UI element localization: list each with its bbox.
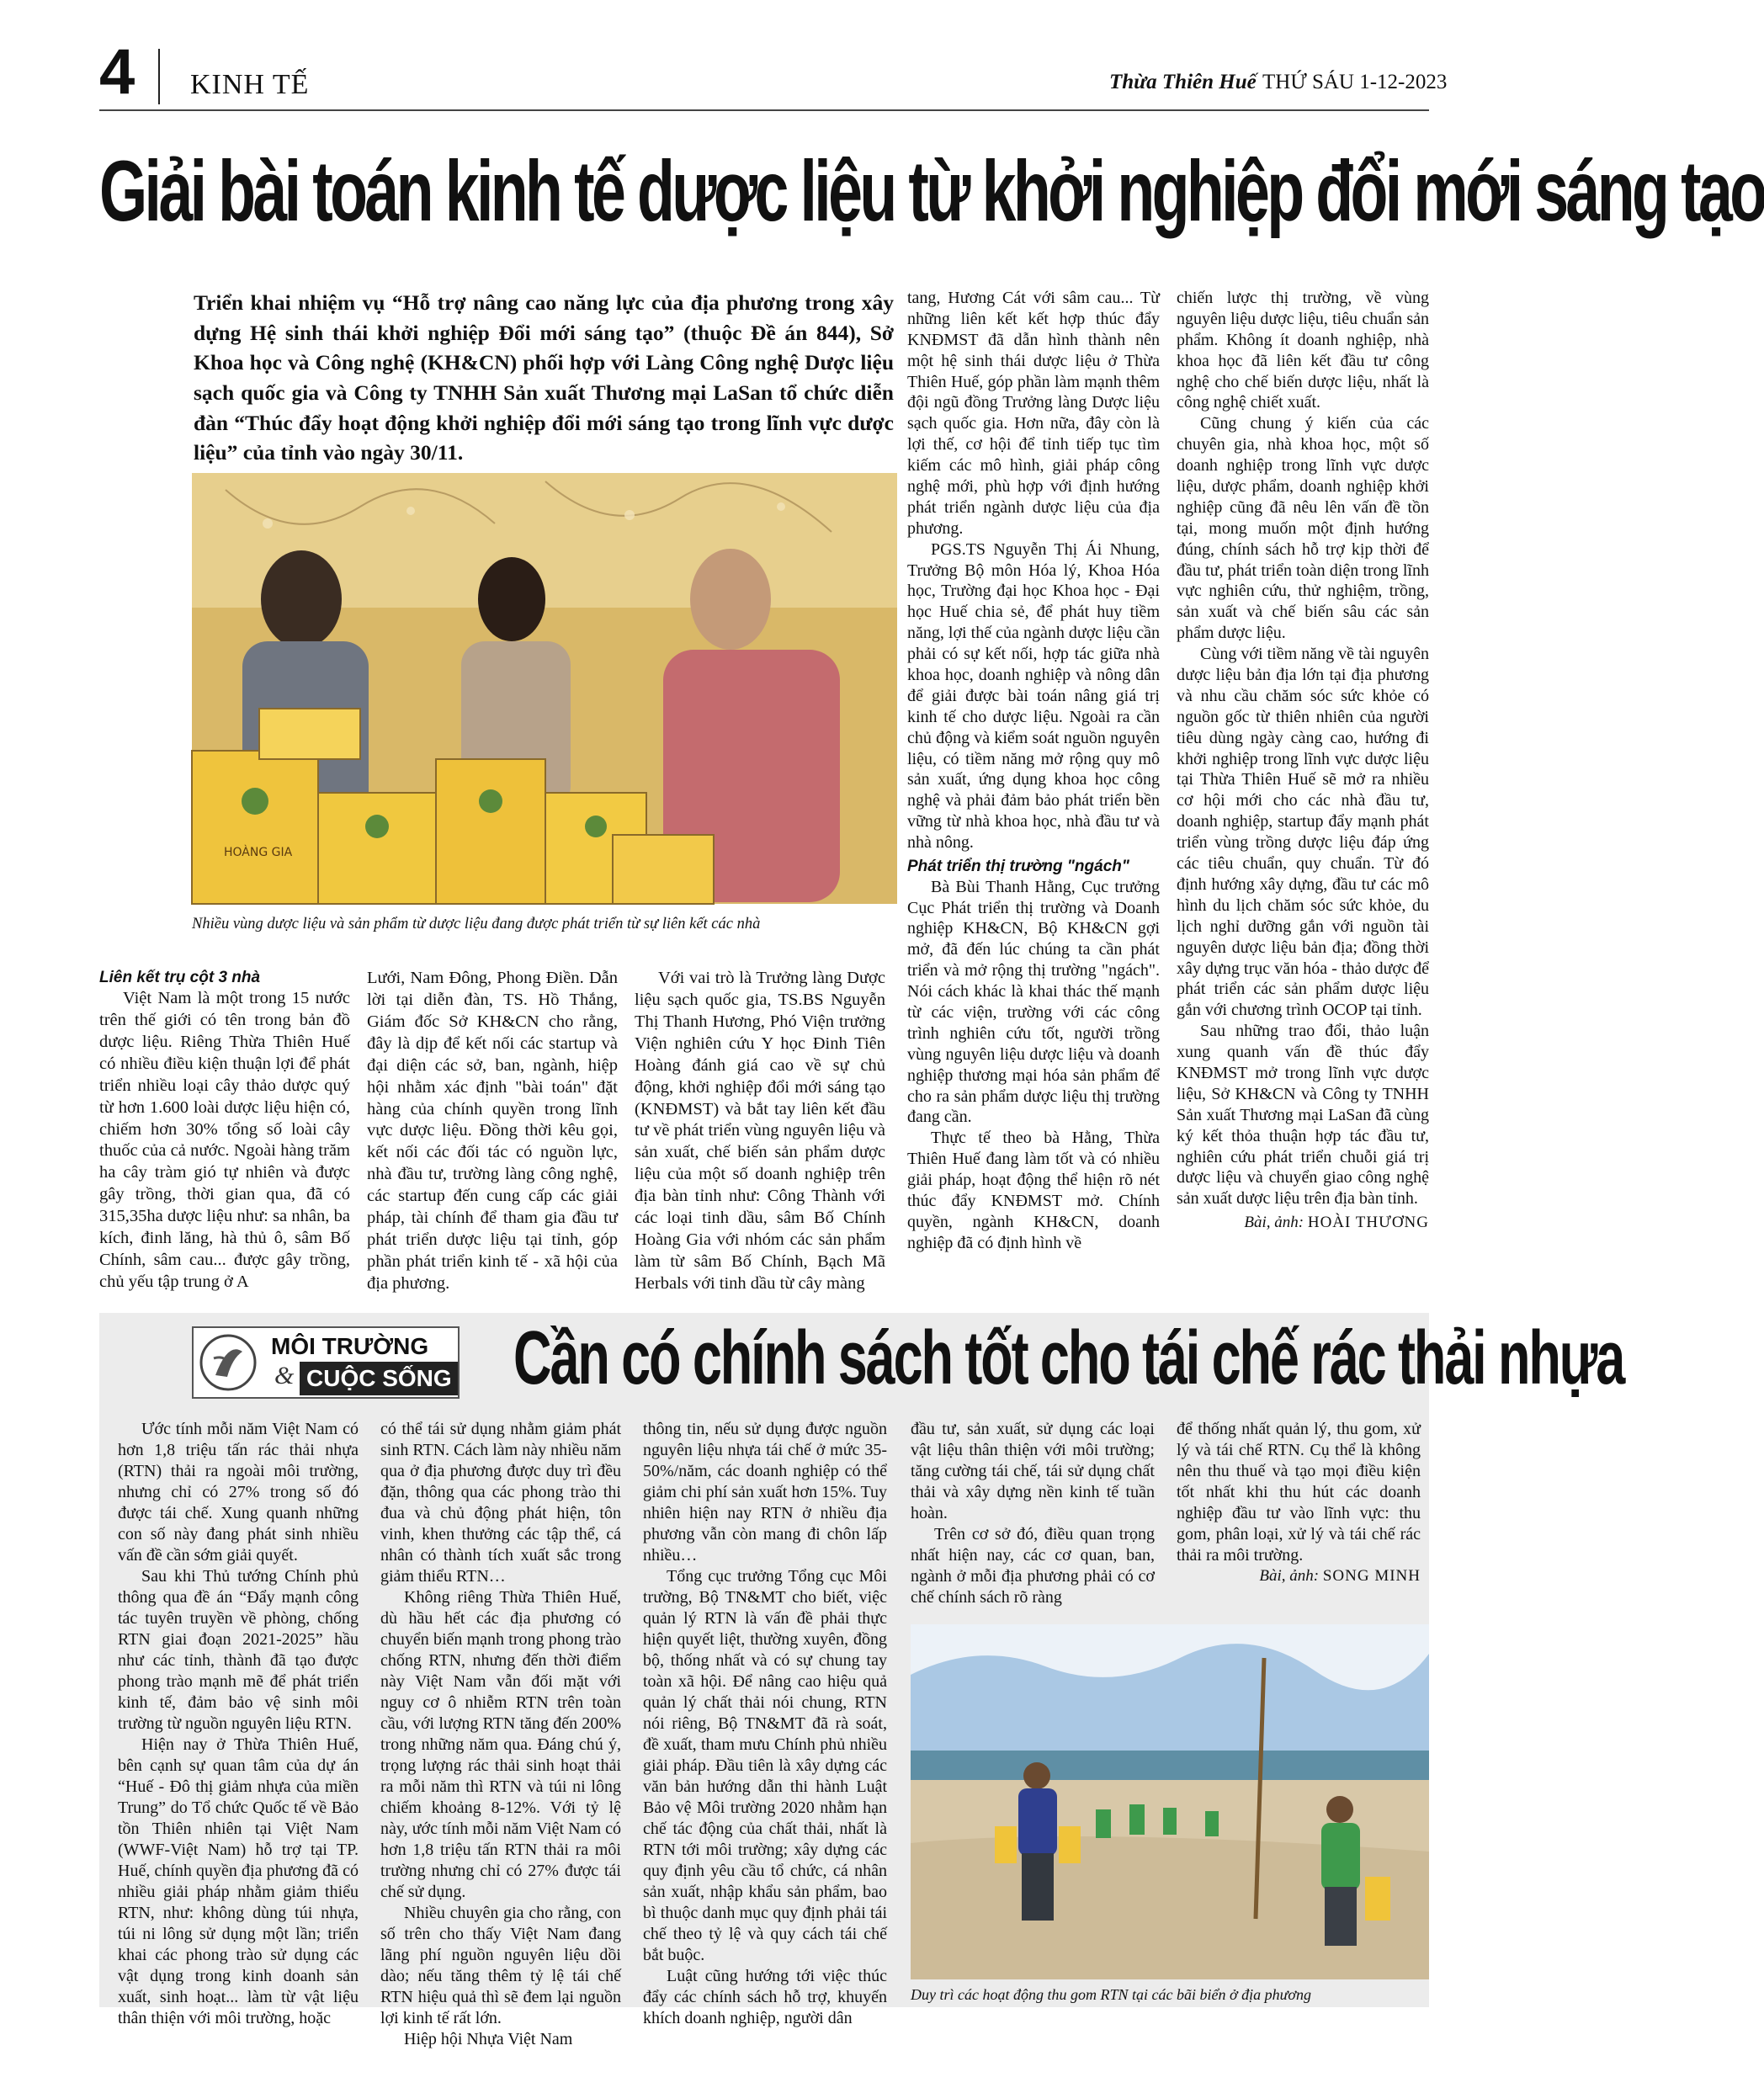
header-rule	[99, 109, 1429, 111]
beach-cleanup-photo	[911, 1624, 1429, 1979]
article1-headline: Giải bài toán kinh tế dược liệu từ khởi nghiệp đổi mới sáng tạo	[99, 143, 1764, 239]
byline-label: Bài, ảnh:	[1259, 1567, 1320, 1585]
article2-column-1	[118, 1419, 359, 2029]
paragraph: Cũng chung ý kiến của các chuyên gia, nhà khoa học, một số doanh nghiệp trong lĩnh vực dược liệu, dược phẩm, doanh nghiệp khởi nghiệp cũng đã nêu lên vấn đề tồn tại, mong muốn một định hướng đúng, chính sách hỗ trợ kịp thời để đầu tư, phát triển toàn diện trong lĩnh vực nghiên cứu, thử nghiệm, trồng, sản xuất và chế biến sâu các sản phẩm dược liệu.	[1177, 414, 1429, 643]
logo-line-1: MÔI TRƯỜNG	[271, 1333, 429, 1359]
paragraph: Sau những trao đổi, thảo luận xung quanh vấn đề thúc đẩy KNĐMST mở trong lĩnh vực dược liệu, Sở KH&CN và Công ty TNHH Sản xuất Thương mại LaSan đã cùng ký kết thỏa thuận hợp tác đầu tư, nghiên cứu phát triển chuỗi giá trị dược liệu và chuyển giao công nghệ sản xuất dược liệu trên địa bàn tỉnh.	[1177, 1022, 1429, 1209]
article1-column-2	[367, 968, 618, 1295]
paragraph: đầu tư, sản xuất, sử dụng các loại vật liệu thân thiện với môi trường; tăng cường tái chế, tái sử dụng chất thải và xây dựng nền kinh tế tuần hoàn.	[911, 1420, 1155, 1522]
paragraph: Ước tính mỗi năm Việt Nam có hơn 1,8 triệu tấn rác thải nhựa (RTN) thải ra ngoài môi trường, nhưng chỉ có 27% trong số đó được tái chế. Xung quanh những con số này đang phát sinh nhiều vấn đề cần sớm giải quyết.	[118, 1420, 359, 1565]
article1-photo-caption: Nhiều vùng dược liệu và sản phẩm từ dược liệu đang được phát triển từ sự liên kết các nhà	[192, 916, 761, 932]
paragraph: Việt Nam là một trong 15 nước trên thế giới có tên trong bản đồ dược liệu. Riêng Thừa Thiên Huế có nhiều điều kiện thuận lợi để phát triển nhiều loại cây thảo dược quý từ hơn 1.600 loài dược liệu hiện có, chiếm hơn 30% tổng số loài cây thuốc của cả nước. Ngoài hàng trăm ha cây tràm gió tự nhiên và được gây trồng, thời gian qua, đã có 315,35ha dược liệu như: sa nhân, ba kích, đinh lăng, hà thủ ô, sâm Bố Chính, sâm cau... được gây trồng, chủ yếu tập trung ở A	[99, 989, 350, 1292]
paragraph: Hiện nay ở Thừa Thiên Huế, bên cạnh sự quan tâm của dự án “Huế - Đô thị giảm nhựa của miền Trung” do Tổ chức Quốc tế về Bảo tồn Thiên nhiên tại Việt Nam (WWF-Việt Nam) hỗ trợ tại TP. Huế, chính quyền địa phương đã có nhiều giải pháp nhằm giảm thiểu RTN, như: không dùng túi nhựa, túi ni lông sử dụng một lần; triển khai các phong trào sử dụng các vật dụng trong kinh doanh sản xuất, sinh hoạt... làm từ vật liệu thân thiện với môi trường, hoặc	[118, 1735, 359, 2027]
paragraph: thông tin, nếu sử dụng được nguồn nguyên liệu nhựa tái chế ở mức 35-50%/năm, các doanh nghiệp có thể giảm chi phí sản xuất hơn 15%. Tuy nhiên hiện nay RTN ở nhiều địa phương vẫn còn mang đi chôn lấp nhiều…	[643, 1420, 887, 1565]
paragraph: PGS.TS Nguyễn Thị Ái Nhung, Trưởng Bộ môn Hóa lý, Khoa Hóa học, Trường đại học Khoa học - Đại học Huế chia sẻ, để phát huy tiềm năng, lợi thế của ngành dược liệu cần phải có sự kết nối, hợp tác giữa nhà khoa học, doanh nghiệp và nông dân để giải được bài toán nâng giá trị kinh tế cho dược liệu. Ngoài ra cần chủ động và kiểm soát nguồn nguyên liệu, có tiềm năng mở rộng quy mô sản xuất, ứng dụng khoa học công nghệ và phải đảm bảo phát triển bền vững từ nhà khoa học, nhà đầu tư và nhà nông.	[907, 539, 1160, 853]
paragraph: chiến lược thị trường, về vùng nguyên liệu dược liệu, tiêu chuẩn sản phẩm. Không ít doanh nghiệp, nhà khoa học đã liên kết đầu tư công nghệ cho chế biến dược liệu, nhất là công nghệ chiết xuất.	[1177, 289, 1429, 412]
publication-name: Thừa Thiên Huế	[1109, 71, 1257, 93]
byline-author: HOÀI THƯƠNG	[1307, 1214, 1429, 1232]
logo-line-2: CUỘC SỐNG	[306, 1365, 452, 1391]
paragraph: Bà Bùi Thanh Hằng, Cục trưởng Cục Phát triển thị trường và Doanh nghiệp KH&CN, Bộ KH&CN gợi mở, đã đến lúc chúng ta cần phát triển và mở rộng thị trường "ngách". Nói cách khác là khai thác thế mạnh từ các viện, trường với các công trình nghiên cứu tốt, người trồng vùng nguyên liệu dược liệu và doanh nghiệp thương mại hóa sản phẩm để cho ra sản phẩm dược liệu thị trường đang cần.	[907, 877, 1160, 1127]
paragraph: Nhiều chuyên gia cho rằng, con số trên cho thấy Việt Nam đang lãng phí nguồn nguyên liệu dồi dào; nếu tăng thêm tỷ lệ tái chế RTN hiệu quả thì sẽ đem lại nguồn lợi kinh tế rất lớn.	[380, 1904, 621, 2027]
article2-column-2	[380, 1419, 621, 2050]
article2-byline	[1177, 1566, 1421, 1586]
paragraph: Thực tế theo bà Hằng, Thừa Thiên Huế đang làm tốt và có nhiều giải pháp, hoạt động thể hiện rõ nét thúc đẩy KNĐMST mở. Chính quyền, ngành KH&CN, doanh nghiệp đã có định hình về	[907, 1129, 1160, 1252]
article2-photo	[911, 1624, 1429, 1979]
subhead-lien-ket: Liên kết trụ cột 3 nhà	[99, 969, 261, 986]
paragraph: Sau khi Thủ tướng Chính phủ thông qua đề án “Đẩy mạnh công tác tuyên truyền về phòng, chống RTN giai đoạn 2021-2025” hầu như các tỉnh, thành đã tạo được phong trào mạnh mẽ để phát triển kinh tế, đảm bảo vệ sinh môi trường từ nguồn nguyên liệu RTN.	[118, 1567, 359, 1733]
article2-column-5	[1177, 1419, 1421, 1586]
box-label: HOÀNG GIA	[224, 846, 293, 859]
article1-column-3	[635, 968, 885, 1295]
article1-column-4	[907, 288, 1160, 1254]
paragraph: Với vai trò là Trưởng làng Dược liệu sạch quốc gia, TS.BS Nguyễn Thị Thanh Hương, Phó Viện trưởng Viện nghiên cứu Y học Đinh Tiên Hoàng đánh giá cao về sự chủ động, khởi nghiệp đổi mới sáng tạo (KNĐMST) và bắt tay liên kết đầu tư về phát triển vùng nguyên liệu và sản xuất, chế biến sản phẩm dược liệu của một số doanh nghiệp trên địa bàn tỉnh như: Công Thành với các loại tinh dầu, sâm Bố Chính Hoàng Gia với nhóm các sản phẩm làm từ sâm Bố Chính, Bạch Mã Herbals với tinh dầu từ cây màng	[635, 969, 885, 1293]
paragraph: Không riêng Thừa Thiên Huế, dù hầu hết các địa phương có chuyển biến mạnh trong phong trào chống RTN, nhưng đến thời điểm này Việt Nam vẫn đối mặt với nguy cơ ô nhiễm RTN trên toàn cầu, với lượng RTN tăng đến 200% trong những năm qua. Đáng chú ý, trọng lượng rác thải sinh hoạt thải ra mỗi năm thì RTN và túi ni lông chiếm khoảng 8-12%. Với tỷ lệ này, ước tính mỗi năm Việt Nam có hơn 1,8 triệu tấn RTN thải ra môi trường nhưng chỉ có 27% được tái chế sử dụng.	[380, 1588, 621, 1901]
paragraph: Tổng cục trưởng Tổng cục Môi trường, Bộ TN&MT cho biết, việc quản lý RTN là vấn đề phải thực hiện quyết liệt, thường xuyên, đồng bộ, thống nhất và có sự chung tay toàn xã hội. Để nâng cao hiệu quả quản lý chất thải nói chung, RTN nói riêng, Bộ TN&MT đã rà soát, đề xuất, tham mưu Chính phủ nhiều giải pháp. Đầu tiên là xây dựng các văn bản hướng dẫn thi hành Luật Bảo vệ Môi trường 2020 nhằm hạn chế tác động của chất thải, nhất là RTN tới môi trường; xây dựng các quy định yêu cầu tổ chức, cá nhân sản xuất, nhập khẩu sản phẩm, bao bì thuộc danh mục quy định phải tái chế theo tỷ lệ và quy cách tái chế bắt buộc.	[643, 1567, 887, 1964]
article1-lede: Triển khai nhiệm vụ “Hỗ trợ nâng cao năng lực của địa phương trong xây dựng Hệ sinh thái khởi nghiệp Đổi mới sáng tạo” (thuộc Đề án 844), Sở Khoa học và Công nghệ (KH&CN) phối hợp với Làng Công nghệ Dược liệu sạch quốc gia và Công ty TNHH Sản xuất Thương mại LaSan tổ chức diễn đàn “Thúc đẩy hoạt động khởi nghiệp đổi mới sáng tạo trong lĩnh vực dược liệu” của tỉnh vào ngày 30/11.	[194, 290, 894, 465]
paragraph: để thống nhất quản lý, thu gom, xử lý và tái chế RTN. Cụ thể là không nên thu thuế và tạo mọi điều kiện tốt nhất khi thu hút các doanh nghiệp đầu tư vào lĩnh vực: thu gom, phân loại, xử lý và tái chế rác thải ra môi trường.	[1177, 1420, 1421, 1565]
herbal-products-photo	[192, 473, 897, 904]
paragraph: tang, Hương Cát với sâm cau... Từ những liên kết kết hợp thúc đẩy KNĐMST đã dẫn hình thành nên một hệ sinh thái dược liệu ở Thừa Thiên Huế, góp phần làm mạnh thêm đội ngũ đồng Trưởng làng Dược liệu sạch quốc gia. Hơn nữa, đây còn là lợi thế, cơ hội để tỉnh tiếp tục tìm kiếm các mô hình, giải pháp công nghệ mới, phù hợp với định hướng phát triển ngành dược liệu của địa phương.	[907, 289, 1160, 538]
paragraph: Luật cũng hướng tới việc thúc đẩy các chính sách hỗ trợ, khuyến khích doanh nghiệp, người dân	[643, 1967, 887, 2027]
subhead-thi-truong: Phát triển thị trường "ngách"	[907, 858, 1129, 876]
section-name: KINH TẾ	[190, 69, 310, 100]
section-logo	[192, 1326, 460, 1399]
article1-column-5	[1177, 288, 1429, 1233]
paragraph: Lưới, Nam Đông, Phong Điền. Dẫn lời tại diễn đàn, TS. Hồ Thắng, Giám đốc Sở KH&CN cho rằng, đây là dịp để kết nối các startup và đại diện các sở, ban, ngành, hiệp hội nhằm xác định "bài toán" đặt hàng của chính quyền trong lĩnh vực dược liệu. Đồng thời kêu gọi, kết nối các đối tác có nguồn lực, nhà đầu tư, trường làng công nghệ, các startup đến cung cấp các giải pháp, tài chính để tham gia đầu tư phát triển dược liệu tại tỉnh, góp phần phát triển kinh tế - xã hội của địa phương.	[367, 969, 618, 1293]
byline-label: Bài, ảnh:	[1244, 1214, 1304, 1232]
article2-photo-caption: Duy trì các hoạt động thu gom RTN tại các bãi biển ở địa phương	[911, 1986, 1311, 2003]
paragraph: có thể tái sử dụng nhằm giảm phát sinh RTN. Cách làm này nhiều năm qua ở địa phương được duy trì đều đặn, thông qua các phong trào thi đua và chủ động phát hiện, tôn vinh, khen thưởng các tập thể, cá nhân có thành tích xuất sắc trong giảm thiểu RTN…	[380, 1420, 621, 1586]
article2-column-3	[643, 1419, 887, 2029]
paragraph: Trên cơ sở đó, điều quan trọng nhất hiện nay, các cơ quan, ban, ngành ở mỗi địa phương phải có cơ chế chính sách rõ ràng	[911, 1525, 1155, 1607]
article1-column-1	[99, 968, 350, 1294]
article2-column-4	[911, 1419, 1155, 1608]
article1-byline	[1177, 1213, 1429, 1233]
paragraph: Hiệp hội Nhựa Việt Nam	[404, 2030, 573, 2048]
byline-author: SONG MINH	[1322, 1567, 1421, 1585]
header-divider	[158, 49, 160, 104]
page-number: 4	[99, 36, 135, 108]
logo-ampersand: &	[274, 1362, 295, 1389]
issue-date: THỨ SÁU 1-12-2023	[1262, 71, 1448, 93]
article1-photo	[192, 473, 897, 904]
paragraph: Cùng với tiềm năng về tài nguyên dược liệu bản địa lớn tại địa phương và nhu cầu chăm sóc sức khỏe có nguồn gốc từ thiên nhiên của người tiêu dùng ngày càng cao, hướng đi khởi nghiệp trong lĩnh vực dược liệu tại Thừa Thiên Huế sẽ mở ra nhiều cơ hội mới cho các nhà đầu tư, doanh nghiệp, startup đẩy mạnh phát triển vùng trồng dược liệu đáp ứng các tiêu chuẩn, quy chuẩn. Từ đó định hướng xây dựng, đầu tư các mô hình du lịch chăm sóc sức khỏe, du lịch nghỉ dưỡng gắn với nguồn tài nguyên dược liệu bản địa; đồng thời xây dựng trục văn hóa - thảo dược để phát triển các sản phẩm dược liệu gắn với chương trình OCOP tại tỉnh.	[1177, 645, 1429, 1020]
article2-headline: Cần có chính sách tốt cho tái chế rác thải nhựa	[513, 1316, 1624, 1400]
leaf-swirl-icon	[199, 1333, 258, 1392]
